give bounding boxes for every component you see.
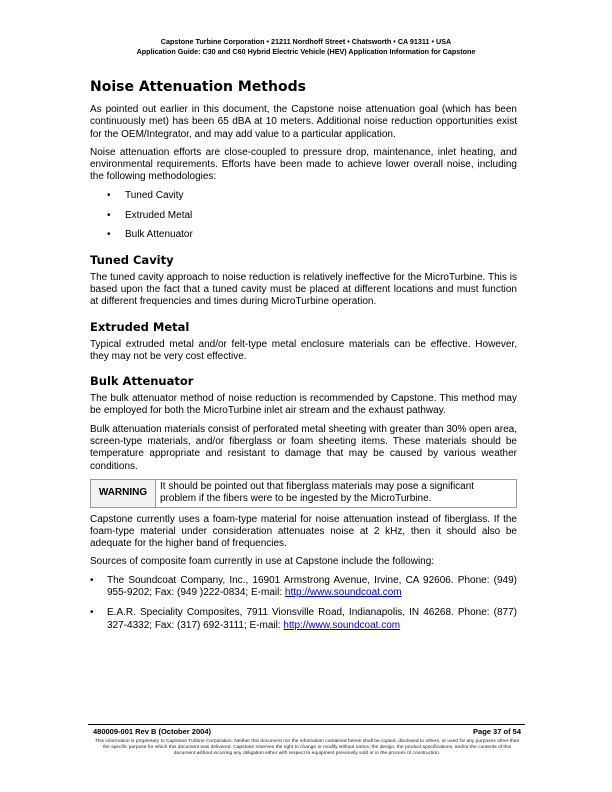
bullet-icon: • [107,189,111,201]
bullet-icon: • [90,574,94,586]
source-text: E.A.R. Speciality Composites, 7911 Vionsville Road, Indianapolis, IN 46268. Phone: (877) 327-4332; Fax: (317) 692-3111; E-mail: [107,607,517,631]
heading-bulk-attenuator: Bulk Attenuator [90,374,194,389]
bulk-attenuator-paragraph-2: Bulk attenuation materials consist of perforated metal sheeting with greater than 30% open area, screen-type materials, and/or fiberglass or foam sheeting items. These materials should be temperature appropriate and resistant to damage that may be caused by various weather conditions. [90,423,517,472]
page-number: Page 37 of 54 [473,727,521,736]
list-item: • Extruded Metal [107,209,193,221]
list-item [90,607,517,632]
proprietary-notice: This information is proprietary to Capstone Turbine Corporation. Neither this document nor the information contained herein shall be copied, disclosed to others, or used for any purposes other than the specific purpose for which this document was delivered. Capstone reserves the right to change or modify without notice, the design, the product specifications, and/or the contents of this document without incurring any obligation either with respect to equipment previously sold or in the process of construction. [94,739,520,757]
methods-list [90,190,517,242]
foam-sources-list [90,575,517,632]
bullet-icon: • [107,209,111,221]
bullet-icon: • [107,229,111,241]
page-footer [93,727,521,736]
page-content [90,78,517,640]
bulk-attenuator-paragraph-1: The bulk attenuator method of noise reduction is recommended by Capstone. This method may be employed for both the MicroTurbine inlet air stream and the exhaust pathway. [90,393,517,417]
footer-divider [88,724,525,725]
heading-extruded-metal: Extruded Metal [90,319,190,334]
source-text: The Soundcoat Company, Inc., 16901 Armstrong Avenue, Irvine, CA 92606. Phone: (949) 955-9202; Fax: (949 )222-0834; E-mail: [107,574,517,599]
extruded-metal-paragraph: Typical extruded metal and/or felt-type metal enclosure materials can be effective. However, they may not be very cost effective. [90,338,517,362]
intro-paragraph-1: As pointed out earlier in this document, the Capstone noise attenuation goal (which has been continuously met) has been 65 dBA at 10 meters. Additional noise reduction opportunities exist for the OEM/Integrator, and may add value to a particular application. [90,104,517,140]
intro-paragraph-2: Noise attenuation efforts are close-coupled to pressure drop, maintenance, inlet heating, and environmental requirements. Efforts have been made to achieve lower overall noise, including the following methodologies: [90,146,517,183]
soundcoat-link[interactable]: http://www.soundcoat.com [284,587,402,599]
tuned-cavity-paragraph: The tuned cavity approach to noise reduction is relatively ineffective for the MicroTurbine. This is based upon the fact that a tuned cavity must be placed at different locations and must function at different frequencies and times during MicroTurbine operation. [90,271,517,308]
list-item [90,575,517,600]
warning-text: It should be pointed out that fiberglass materials may pose a significant problem if the fibers were to be ingested by the MicroTurbine. [156,479,517,507]
bullet-icon: • [90,607,94,619]
section-title: Noise Attenuation Methods [90,79,306,95]
heading-tuned-cavity: Tuned Cavity [90,252,174,267]
ear-composites-link[interactable]: http://www.soundcoat.com [283,619,401,631]
page-header [80,37,532,57]
header-guide-line: Application Guide: C30 and C60 Hybrid Electric Vehicle (HEV) Application Information for Capstone [136,47,476,56]
bulk-attenuator-paragraph-4: Sources of composite foam currently in use at Capstone include the following: [90,556,435,568]
header-company-line: Capstone Turbine Corporation • 21211 Nordhoff Street • Chatsworth • CA 91311 • USA [160,37,452,46]
bulk-attenuator-paragraph-3: Capstone currently uses a foam-type material for noise attenuation instead of fiberglass. If the foam-type material under consideration attenuates noise at 2 kHz, then it should also be adequate for the higher band of frequencies. [90,513,517,550]
list-item: • Bulk Attenuator [107,229,193,241]
warning-box [90,479,517,508]
document-number: 480009-001 Rev B (October 2004) [93,727,211,736]
list-item: • Tuned Cavity [107,189,184,201]
warning-label: WARNING [91,479,156,507]
